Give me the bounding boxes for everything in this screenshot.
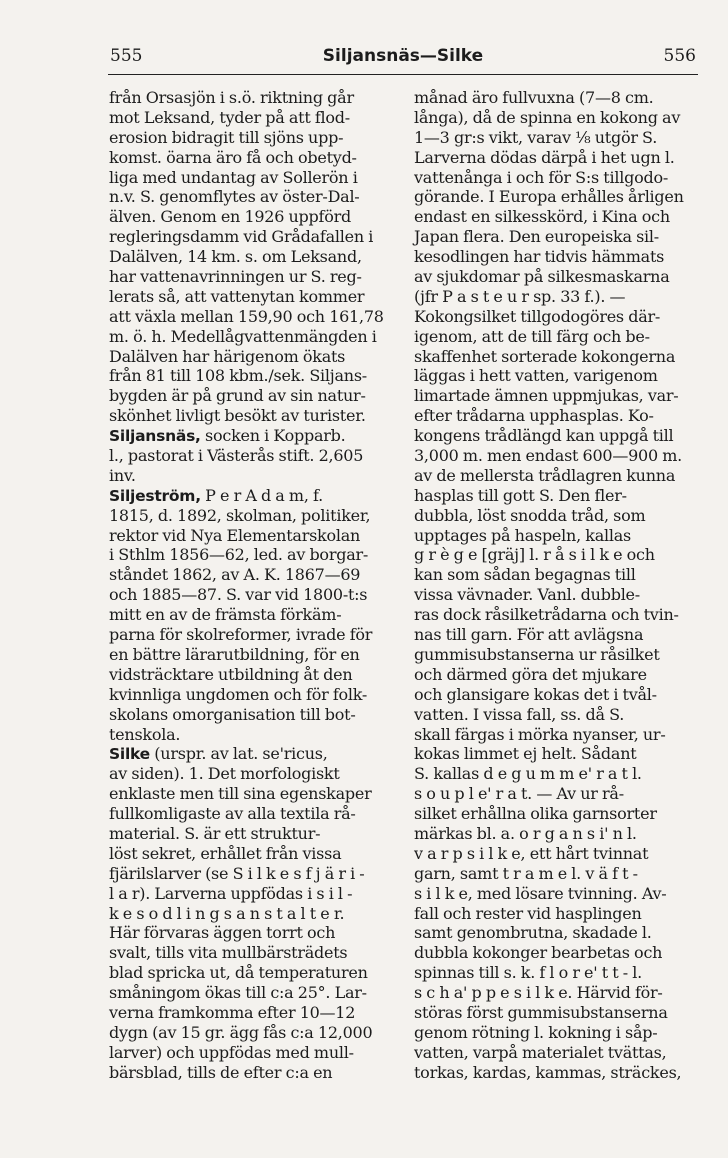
- text-line: [414, 88, 698, 108]
- line-text: dubbla kokonger bearbetas och: [414, 943, 663, 963]
- text-line: [109, 1043, 393, 1063]
- line-text: lerats så, att vattenytan kommer: [109, 286, 365, 306]
- text-line: [414, 227, 698, 247]
- line-text: av sjukdomar på silkesmaskarna: [414, 267, 670, 287]
- right-column: [414, 88, 698, 1083]
- line-text: och därmed göra det mjukare: [414, 664, 647, 684]
- line-text: larver) och uppfödas med mull-: [109, 1042, 354, 1062]
- text-line: [414, 207, 698, 227]
- line-text: skall färgas i mörka nyanser, ur-: [414, 724, 666, 744]
- line-text: (urspr. av lat. se'ricus,: [149, 744, 328, 764]
- text-line: [109, 585, 393, 605]
- line-text: tenskola.: [109, 724, 181, 744]
- text-line: [109, 665, 393, 685]
- line-text: parna för skolreformer, ivrade för: [109, 625, 373, 645]
- line-text: kan som sådan begagnas till: [414, 565, 636, 585]
- line-text: s c h a' p p e s i l k e. Härvid för-: [414, 983, 663, 1003]
- line-text: torkas, kardas, kammas, sträckes,: [414, 1062, 682, 1082]
- text-line: [414, 764, 698, 784]
- text-line: [414, 1003, 698, 1023]
- line-text: i Sthlm 1856—62, led. av borgar-: [109, 545, 369, 565]
- text-line: [109, 645, 393, 665]
- line-text: läggas i hett vatten, varigenom: [414, 366, 658, 386]
- text-line: [109, 446, 393, 466]
- text-line: [109, 864, 393, 884]
- line-text: socken i Kopparb.: [200, 426, 346, 446]
- line-text: komst. öarna äro få och obetyd-: [109, 147, 357, 167]
- line-text: Dalälven har härigenom ökats: [109, 346, 346, 366]
- line-text: efter trådarna upphasplas. Ko-: [414, 406, 654, 426]
- text-line: [414, 605, 698, 625]
- text-line: [414, 943, 698, 963]
- text-line: [414, 1063, 698, 1083]
- line-text: s i l k e, med lösare tvinning. Av-: [414, 883, 667, 903]
- text-line: [109, 1063, 393, 1083]
- text-line: [414, 446, 698, 466]
- text-line: [414, 187, 698, 207]
- line-text: av siden). 1. Det morfologiskt: [109, 764, 340, 784]
- line-text: material. S. är ett struktur-: [109, 823, 321, 843]
- text-line: [109, 923, 393, 943]
- line-text: vidsträcktare utbildning åt den: [109, 664, 353, 684]
- text-line: [414, 347, 698, 367]
- line-text: spinnas till s. k. f l o r e' t t - l.: [414, 963, 642, 983]
- text-line: [414, 625, 698, 645]
- text-line: [109, 128, 393, 148]
- line-text: erosion bidragit till sjöns upp-: [109, 127, 344, 147]
- line-text: av de mellersta trådlagren kunna: [414, 465, 676, 485]
- text-line: [414, 386, 698, 406]
- line-text: enklaste men till sina egenskaper: [109, 784, 372, 804]
- line-text: mot Leksand, tyder på att flod-: [109, 107, 350, 127]
- text-line: [109, 108, 393, 128]
- line-text: Kokongsilket tillgodogöres där-: [414, 306, 661, 326]
- text-line: [414, 108, 698, 128]
- line-text: 3,000 m. men endast 600—900 m.: [414, 446, 682, 466]
- text-line: [414, 267, 698, 287]
- line-text: märkas bl. a. o r g a n s i' n l.: [414, 823, 637, 843]
- line-text: Dalälven, 14 km. s. om Leksand,: [109, 247, 362, 267]
- text-line: [109, 744, 393, 764]
- text-line: [414, 884, 698, 904]
- text-line: [414, 366, 698, 386]
- text-line: [109, 247, 393, 267]
- text-line: [414, 824, 698, 844]
- text-line: [109, 88, 393, 108]
- entry-headword: Siljeström,: [109, 486, 201, 505]
- text-line: [109, 963, 393, 983]
- line-text: löst sekret, erhållet från vissa: [109, 843, 342, 863]
- text-line: [109, 884, 393, 904]
- line-text: samt genombrutna, skadade l.: [414, 923, 652, 943]
- line-text: upptages på haspeln, kallas: [414, 525, 631, 545]
- text-line: [414, 128, 698, 148]
- text-line: [109, 685, 393, 705]
- running-header: [108, 44, 698, 75]
- text-line: [109, 307, 393, 327]
- text-line: [109, 565, 393, 585]
- text-line: [109, 1003, 393, 1023]
- text-line: [414, 1023, 698, 1043]
- text-line: [414, 545, 698, 565]
- line-text: kvinnliga ungdomen och för folk-: [109, 684, 368, 704]
- line-text: P e r A d a m, f.: [200, 485, 323, 505]
- line-text: att växla mellan 159,90 och 161,78: [109, 306, 384, 326]
- text-line: [109, 386, 393, 406]
- text-line: [109, 764, 393, 784]
- line-text: ras dock råsilketrådarna och tvin-: [414, 605, 679, 625]
- line-text: 1815, d. 1892, skolman, politiker,: [109, 505, 371, 525]
- line-text: har vattenavrinningen ur S. reg-: [109, 267, 362, 287]
- text-line: [414, 963, 698, 983]
- text-line: [109, 904, 393, 924]
- line-text: ståndet 1862, av A. K. 1867—69: [109, 565, 361, 585]
- line-text: (jfr P a s t e u r sp. 33 f.). —: [414, 286, 626, 306]
- line-text: älven. Genom en 1926 uppförd: [109, 207, 351, 227]
- line-text: endast en silkesskörd, i Kina och: [414, 207, 670, 227]
- line-text: m. ö. h. Medellågvattenmängden i: [109, 326, 377, 346]
- page-number-right: 556: [663, 46, 696, 66]
- text-line: [109, 824, 393, 844]
- line-text: skönhet livligt besökt av turister.: [109, 406, 366, 426]
- line-text: v a r p s i l k e, ett hårt tvinnat: [414, 843, 649, 863]
- text-line: [414, 725, 698, 745]
- line-text: blad spricka ut, då temperaturen: [109, 963, 368, 983]
- line-text: S. kallas d e g u m m e' r a t l.: [414, 764, 642, 784]
- text-line: [109, 844, 393, 864]
- line-text: en bättre lärarutbildning, för en: [109, 644, 360, 664]
- text-line: [414, 526, 698, 546]
- line-text: gummisubstanserna ur råsilket: [414, 644, 660, 664]
- text-line: [414, 665, 698, 685]
- text-line: [109, 426, 393, 446]
- line-text: kokas limmet ej helt. Sådant: [414, 744, 637, 764]
- text-line: [109, 227, 393, 247]
- line-text: fullkomligaste av alla textila rå-: [109, 804, 356, 824]
- text-line: [414, 327, 698, 347]
- text-line: [109, 287, 393, 307]
- line-text: n.v. S. genomflytes av öster-Dal-: [109, 187, 360, 207]
- line-text: görande. I Europa erhålles årligen: [414, 187, 684, 207]
- text-line: [109, 168, 393, 188]
- line-text: liga med undantag av Sollerön i: [109, 167, 358, 187]
- running-title: Siljansnäs—Silke: [322, 46, 484, 66]
- line-text: och glansigare kokas det i tvål-: [414, 684, 657, 704]
- text-line: [414, 168, 698, 188]
- page-number-left: 555: [110, 46, 143, 66]
- text-line: [414, 426, 698, 446]
- line-text: hasplas till gott S. Den fler-: [414, 485, 627, 505]
- line-text: bärsblad, tills de efter c:a en: [109, 1062, 333, 1082]
- entry-headword: Silke: [109, 745, 150, 764]
- text-line: [109, 466, 393, 486]
- text-line: [414, 923, 698, 943]
- text-line: [414, 804, 698, 824]
- line-text: g r è g e [gräj] l. r å s i l k e och: [414, 545, 655, 565]
- text-line: [109, 804, 393, 824]
- line-text: 1—3 gr:s vikt, varav ⅛ utgör S.: [414, 127, 658, 147]
- text-line: [109, 605, 393, 625]
- text-line: [109, 506, 393, 526]
- text-line: [414, 904, 698, 924]
- text-line: [414, 148, 698, 168]
- line-text: igenom, att de till färg och be-: [414, 326, 650, 346]
- text-line: [414, 585, 698, 605]
- text-line: [109, 545, 393, 565]
- line-text: vattenånga i och för S:s tillgodo-: [414, 167, 668, 187]
- text-line: [414, 506, 698, 526]
- text-line: [109, 347, 393, 367]
- line-text: fjärilslarver (se S i l k e s f j ä r i -: [109, 863, 365, 883]
- line-text: vatten, varpå materialet tvättas,: [414, 1042, 667, 1062]
- text-line: [109, 625, 393, 645]
- text-line: [414, 864, 698, 884]
- line-text: Larverna dödas därpå i het ugn l.: [414, 147, 675, 167]
- line-text: mitt en av de främsta förkäm-: [109, 605, 342, 625]
- line-text: nas till garn. För att avlägsna: [414, 625, 644, 645]
- text-line: [109, 526, 393, 546]
- line-text: limartade ämnen uppmjukas, var-: [414, 386, 679, 406]
- text-line: [109, 784, 393, 804]
- line-text: dygn (av 15 gr. ägg fås c:a 12,000: [109, 1022, 373, 1042]
- text-line: [414, 307, 698, 327]
- text-line: [414, 844, 698, 864]
- line-text: kongens trådlängd kan uppgå till: [414, 426, 674, 446]
- text-line: [109, 366, 393, 386]
- line-text: vatten. I vissa fall, ss. då S.: [414, 704, 625, 724]
- text-line: [414, 744, 698, 764]
- text-line: [414, 1043, 698, 1063]
- line-text: l., pastorat i Västerås stift. 2,605: [109, 446, 364, 466]
- text-line: [109, 943, 393, 963]
- line-text: fall och rester vid hasplingen: [414, 903, 642, 923]
- line-text: störas först gummisubstanserna: [414, 1002, 668, 1022]
- text-line: [414, 466, 698, 486]
- left-column: [109, 88, 393, 1083]
- line-text: bygden är på grund av sin natur-: [109, 386, 366, 406]
- line-text: s o u p l e' r a t. — Av ur rå-: [414, 784, 624, 804]
- text-line: [109, 207, 393, 227]
- line-text: kesodlingen har tidvis hämmats: [414, 247, 665, 267]
- line-text: silket erhållna olika garnsorter: [414, 804, 657, 824]
- line-text: Japan flera. Den europeiska sil-: [414, 227, 659, 247]
- text-line: [109, 725, 393, 745]
- text-line: [109, 983, 393, 1003]
- line-text: k e s o d l i n g s a n s t a l t e r.: [109, 903, 345, 923]
- line-text: svalt, tills vita mullbärsträdets: [109, 943, 348, 963]
- line-text: rektor vid Nya Elementarskolan: [109, 525, 361, 545]
- text-line: [109, 705, 393, 725]
- text-line: [414, 406, 698, 426]
- line-text: genom rötning l. kokning i såp-: [414, 1022, 658, 1042]
- text-line: [414, 486, 698, 506]
- text-line: [414, 983, 698, 1003]
- text-line: [109, 148, 393, 168]
- text-line: [109, 1023, 393, 1043]
- line-text: skaffenhet sorterade kokongerna: [414, 346, 676, 366]
- entry-headword: Siljansnäs,: [109, 427, 201, 446]
- line-text: Här förvaras äggen torrt och: [109, 923, 336, 943]
- text-line: [109, 406, 393, 426]
- line-text: från Orsasjön i s.ö. riktning går: [109, 88, 354, 107]
- line-text: vissa vävnader. Vanl. dubble-: [414, 585, 640, 605]
- text-line: [414, 784, 698, 804]
- line-text: inv.: [109, 465, 136, 485]
- text-line: [414, 287, 698, 307]
- text-line: [109, 267, 393, 287]
- line-text: skolans omorganisation till bot-: [109, 704, 356, 724]
- line-text: från 81 till 108 kbm./sek. Siljans-: [109, 366, 367, 386]
- line-text: l a r). Larverna uppfödas i s i l -: [109, 883, 353, 903]
- text-line: [414, 705, 698, 725]
- text-line: [414, 247, 698, 267]
- text-line: [109, 486, 393, 506]
- line-text: regleringsdamm vid Grådafallen i: [109, 227, 374, 247]
- line-text: verna framkomma efter 10—12: [109, 1002, 356, 1022]
- line-text: dubbla, löst snodda tråd, som: [414, 505, 646, 525]
- text-line: [109, 327, 393, 347]
- line-text: månad äro fullvuxna (7—8 cm.: [414, 88, 654, 107]
- text-line: [414, 685, 698, 705]
- line-text: småningom ökas till c:a 25°. Lar-: [109, 983, 367, 1003]
- line-text: garn, samt t r a m e l. v ä f t -: [414, 863, 638, 883]
- text-line: [414, 565, 698, 585]
- line-text: och 1885—87. S. var vid 1800-t:s: [109, 585, 368, 605]
- line-text: långa), då de spinna en kokong av: [414, 107, 681, 127]
- text-line: [109, 187, 393, 207]
- text-line: [414, 645, 698, 665]
